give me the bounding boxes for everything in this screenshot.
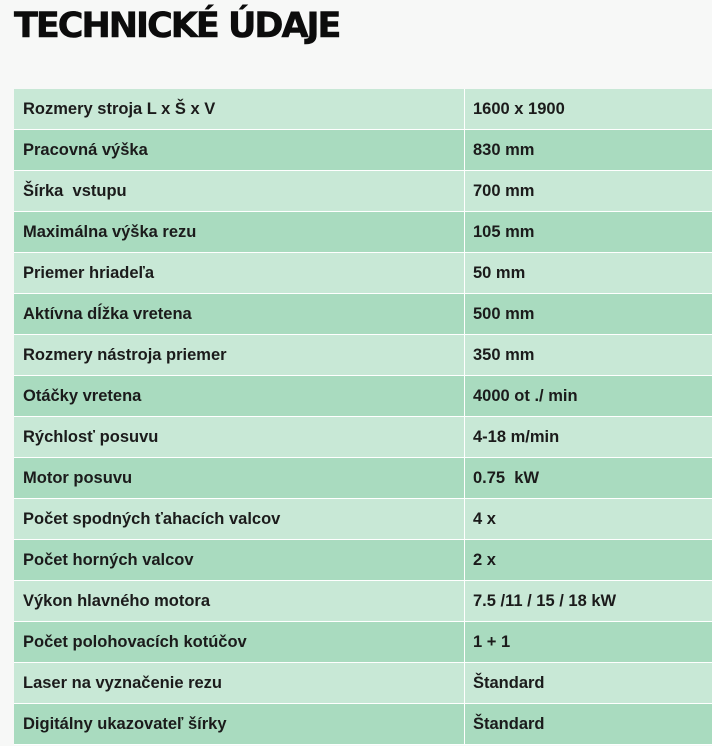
table-row (14, 540, 712, 581)
spec-label: Výkon hlavného motora (14, 581, 465, 622)
table-row (14, 376, 712, 417)
spec-value: Štandard (465, 663, 712, 704)
table-row (14, 89, 712, 130)
spec-label: Laser na vyznačenie rezu (14, 663, 465, 704)
spec-label: Digitálny ukazovateľ šírky (14, 704, 465, 745)
spec-label: Rýchlosť posuvu (14, 417, 465, 458)
table-row (14, 622, 712, 663)
spec-label: Priemer hriadeľa (14, 253, 465, 294)
table-row (14, 458, 712, 499)
table-row (14, 417, 712, 458)
spec-label: Aktívna dĺžka vretena (14, 294, 465, 335)
spec-value: 105 mm (465, 212, 712, 253)
table-row (14, 704, 712, 745)
spec-label: Maximálna výška rezu (14, 212, 465, 253)
technical-specs-table (14, 89, 712, 745)
table-row (14, 130, 712, 171)
spec-value: 7.5 /11 / 15 / 18 kW (465, 581, 712, 622)
spec-value: 0.75 kW (465, 458, 712, 499)
spec-label: Počet polohovacích kotúčov (14, 622, 465, 663)
table-row (14, 171, 712, 212)
spec-value: 4000 ot ./ min (465, 376, 712, 417)
spec-label: Motor posuvu (14, 458, 465, 499)
spec-value: 1600 x 1900 (465, 89, 712, 130)
spec-label: Počet spodných ťahacích valcov (14, 499, 465, 540)
table-row (14, 212, 712, 253)
spec-label: Rozmery nástroja priemer (14, 335, 465, 376)
specs-table-body (14, 89, 712, 745)
table-row (14, 335, 712, 376)
table-row (14, 581, 712, 622)
table-row (14, 253, 712, 294)
spec-value: Štandard (465, 704, 712, 745)
spec-label: Otáčky vretena (14, 376, 465, 417)
spec-value: 4 x (465, 499, 712, 540)
spec-value: 830 mm (465, 130, 712, 171)
table-row (14, 663, 712, 704)
spec-value: 4-18 m/min (465, 417, 712, 458)
spec-value: 1 + 1 (465, 622, 712, 663)
page-title: TECHNICKÉ ÚDAJE (14, 6, 340, 46)
spec-label: Pracovná výška (14, 130, 465, 171)
spec-value: 700 mm (465, 171, 712, 212)
spec-value: 50 mm (465, 253, 712, 294)
spec-label: Počet horných valcov (14, 540, 465, 581)
spec-value: 2 x (465, 540, 712, 581)
spec-value: 350 mm (465, 335, 712, 376)
spec-label: Rozmery stroja L x Š x V (14, 89, 465, 130)
table-row (14, 294, 712, 335)
spec-value: 500 mm (465, 294, 712, 335)
spec-label: Šírka vstupu (14, 171, 465, 212)
table-row (14, 499, 712, 540)
